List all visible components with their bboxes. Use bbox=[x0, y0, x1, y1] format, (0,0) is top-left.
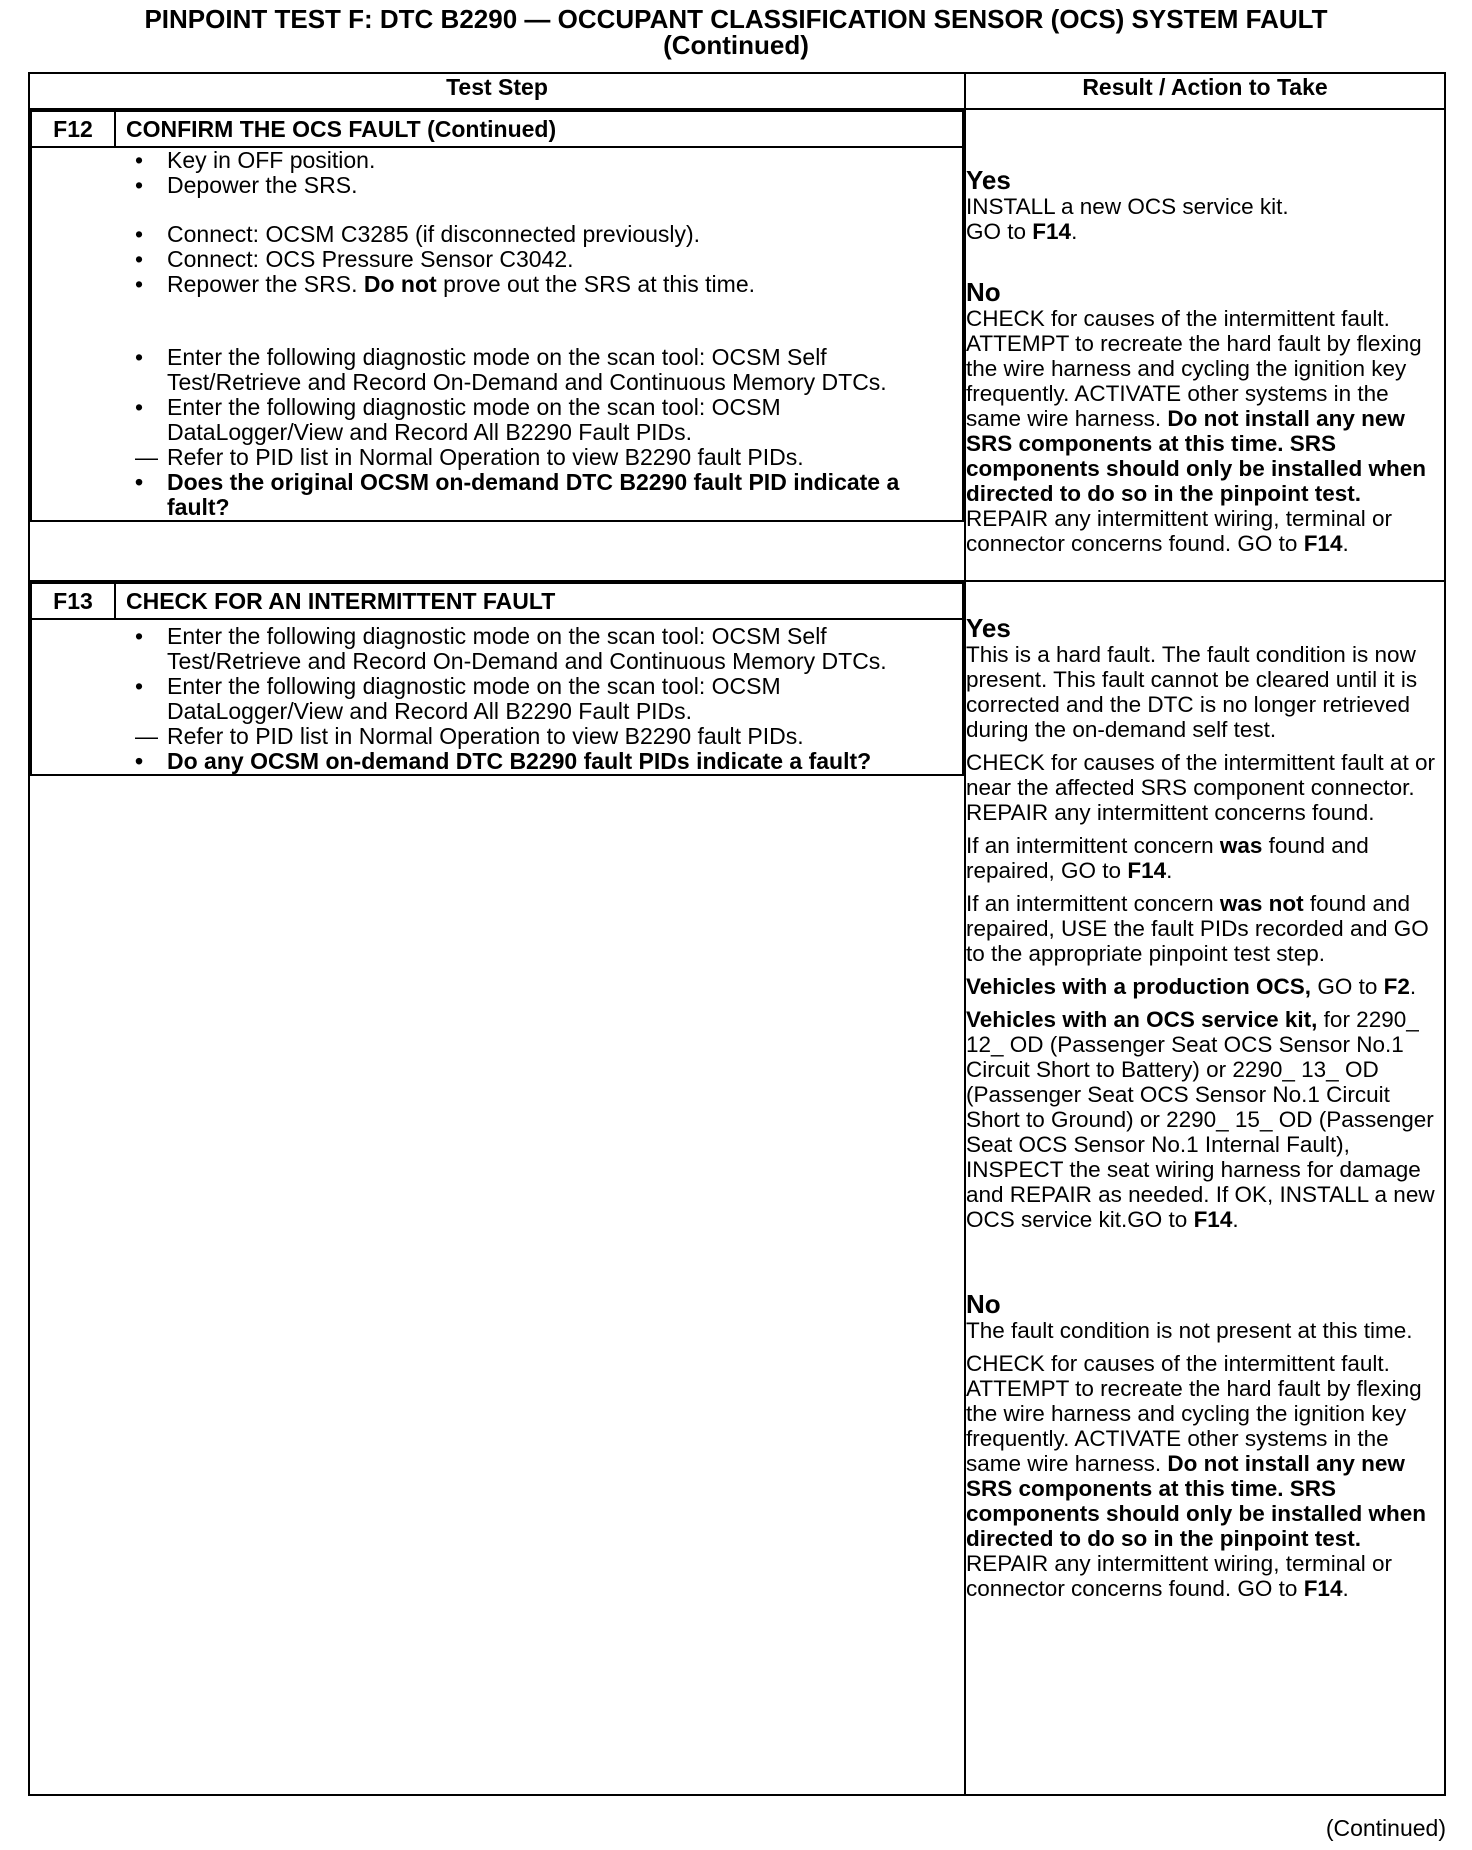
result-text: GO to F14. bbox=[966, 219, 1078, 244]
result-text: If an intermittent concern was not found and repaired, USE the fault PIDs recorded and GO to the appropriate pinpoint test step. bbox=[966, 891, 1429, 966]
result-text: This is a hard fault. The fault condition is now present. This fault cannot be cleared until it is corrected and the DTC is no longer retrieved during the on-demand self test. bbox=[966, 642, 1418, 742]
result-text: CHECK for causes of the intermittent fault. ATTEMPT to recreate the hard fault by flexing the wire harness and cycling the ignition key frequently. ACTIVATE other systems in the same wire harness. Do not install any new SRS components at this time. SRS components should only be installed when directed to do so in the pinpoint test. REPAIR any intermittent wiring, terminal or connector concerns found. GO to F14. bbox=[966, 1351, 1427, 1601]
result-text: Vehicles with a production OCS, GO to F2. bbox=[966, 974, 1417, 999]
continued-footer: (Continued) bbox=[1325, 1815, 1446, 1841]
result-text: The fault condition is not present at this time. bbox=[966, 1318, 1413, 1343]
list-item: — Refer to PID list in Normal Operation to view B2290 fault PIDs. bbox=[167, 724, 962, 749]
list-item: • Enter the following diagnostic mode on the scan tool: OCSM DataLogger/View and Record All B2290 Fault PIDs. bbox=[167, 674, 962, 724]
list-item: • Repower the SRS. Do not prove out the SRS at this time. bbox=[167, 272, 962, 297]
result-no-label: No bbox=[966, 1289, 1001, 1319]
step-list bbox=[32, 624, 962, 774]
header-result: Result / Action to Take bbox=[965, 73, 1445, 109]
result-text: CHECK for causes of the intermittent fault at or near the affected SRS component connector. REPAIR any intermittent concerns found. bbox=[966, 750, 1435, 825]
list-item: — Refer to PID list in Normal Operation to view B2290 fault PIDs. bbox=[167, 445, 962, 470]
title-line-2: (Continued) bbox=[663, 30, 809, 60]
result-text: INSTALL a new OCS service kit. bbox=[966, 194, 1289, 219]
pinpoint-test-table bbox=[28, 72, 1446, 1796]
list-item: • Key in OFF position. bbox=[167, 148, 962, 173]
list-item: • Do any OCSM on-demand DTC B2290 fault PIDs indicate a fault? bbox=[167, 749, 962, 774]
title-line-1: PINPOINT TEST F: DTC B2290 — OCCUPANT CLASSIFICATION SENSOR (OCS) SYSTEM FAULT bbox=[144, 4, 1328, 34]
list-item: • Connect: OCSM C3285 (if disconnected previously). bbox=[167, 222, 962, 247]
step-row-f12 bbox=[29, 109, 1445, 581]
step-id: F13 bbox=[31, 583, 115, 619]
result-yes-label: Yes bbox=[966, 613, 1011, 643]
step-row-f13 bbox=[29, 581, 1445, 1795]
step-id: F12 bbox=[31, 111, 115, 147]
result-text: CHECK for causes of the intermittent fault. ATTEMPT to recreate the hard fault by flexing the wire harness and cycling the ignition key frequently. ACTIVATE other systems in the same wire harness. Do not install any new SRS components at this time. SRS components should only be installed when directed to do so in the pinpoint test. REPAIR any intermittent wiring, terminal or connector concerns found. GO to F14. bbox=[966, 306, 1427, 556]
header-test-step: Test Step bbox=[29, 73, 965, 109]
result-no-label: No bbox=[966, 277, 1001, 307]
list-item: • Connect: OCS Pressure Sensor C3042. bbox=[167, 247, 962, 272]
list-item: • Enter the following diagnostic mode on the scan tool: OCSM DataLogger/View and Record All B2290 Fault PIDs. bbox=[167, 395, 962, 445]
list-item: • Enter the following diagnostic mode on the scan tool: OCSM Self Test/Retrieve and Record On-Demand and Continuous Memory DTCs. bbox=[167, 345, 962, 395]
list-item: • Depower the SRS. bbox=[167, 173, 962, 198]
list-item: • Enter the following diagnostic mode on the scan tool: OCSM Self Test/Retrieve and Record On-Demand and Continuous Memory DTCs. bbox=[167, 624, 962, 674]
list-item: • Does the original OCSM on-demand DTC B2290 fault PID indicate a fault? bbox=[167, 470, 962, 520]
step-title: CHECK FOR AN INTERMITTENT FAULT bbox=[115, 583, 963, 619]
step-list bbox=[32, 148, 962, 520]
table-header-row bbox=[29, 73, 1445, 109]
step-title: CONFIRM THE OCS FAULT (Continued) bbox=[115, 111, 963, 147]
result-yes-label: Yes bbox=[966, 165, 1011, 195]
result-text: If an intermittent concern was found and repaired, GO to F14. bbox=[966, 833, 1369, 883]
result-text: Vehicles with an OCS service kit, for 2290_ 12_ OD (Passenger Seat OCS Sensor No.1 Circuit Short to Battery) or 2290_ 13_ OD (Passenger Seat OCS Sensor No.1 Circuit Short to Ground) or 2290_ 15_ OD (Passenger Seat OCS Sensor No.1 Internal Fault), INSPECT the seat wiring harness for damage and REPAIR as needed. If OK, INSTALL a new OCS service kit.GO to F14. bbox=[966, 1007, 1435, 1232]
page-title bbox=[28, 6, 1444, 58]
